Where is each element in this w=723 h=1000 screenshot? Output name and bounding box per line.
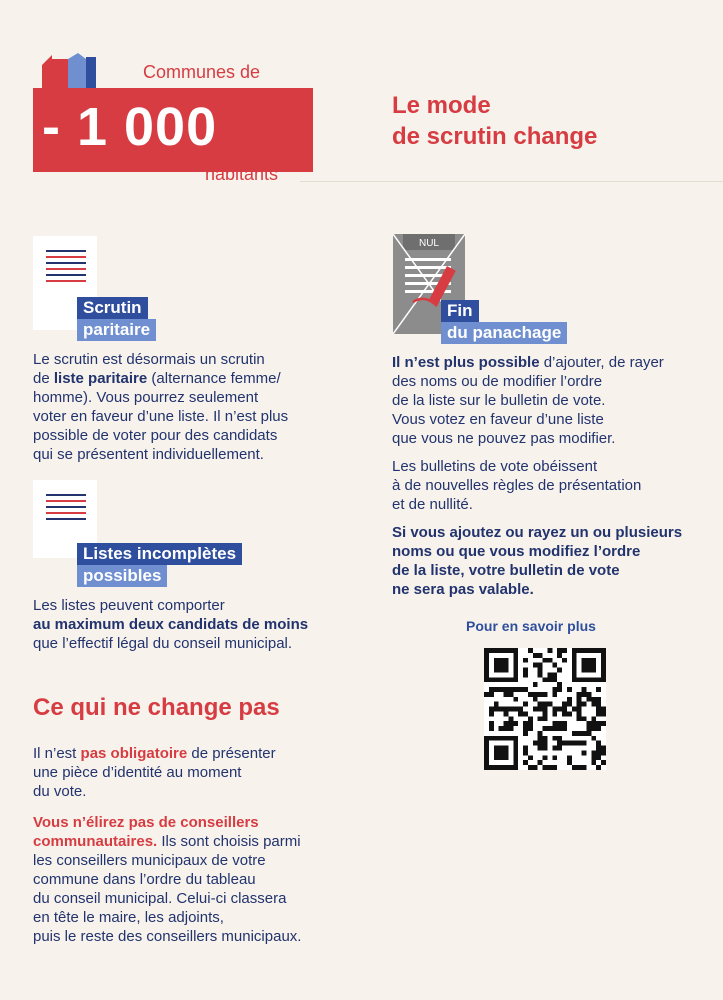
learn-more-label: Pour en savoir plus <box>466 618 596 634</box>
nul-label: NUL <box>418 238 440 249</box>
qr-code[interactable] <box>484 648 606 770</box>
listes-text: Les listes peuvent comporter au maximum deux candidats de moins que l’effectif légal du conseil municipal. <box>33 597 309 652</box>
panachage-tag: Fin du panachage <box>441 300 567 344</box>
page-title: Le mode de scrutin change <box>392 92 598 150</box>
unchanged-text: Il n’est pas obligatoire de présenter une pièce d’identité au moment du vote. Vous n’élirez pas de conseillers communautaires. Ils sont choisis parmi les conseillers municipaux de votre commune dans l’ordre du tableau du conseil municipal. Celui-ci classera en tête le maire, les adjoints, puis le reste des conseillers municipaux. <box>33 745 302 945</box>
unchanged-title: Ce qui ne change pas <box>33 694 280 721</box>
kicker-top: Communes de <box>143 62 261 82</box>
panachage-text: Il n’est plus possible d’ajouter, de rayer des noms ou de modifier l’ordre de la liste sur le bulletin de vote. Vous votez en faveur d’une liste que vous ne pouvez pas modifier. Les bulletins de vote obéissent à de nouvelles règles de présentation et de nullité. Si vous ajoutez ou rayez un ou plusieurs noms ou que vous modifiez l’ordre de la liste, votre bulletin de vote ne sera pas valable. <box>392 354 683 598</box>
listes-tag: Listes incomplètes possibles <box>77 543 242 587</box>
scrutin-text: Le scrutin est désormais un scrutin de liste paritaire (alternance femme/ homme). Vous pourrez seulement voter en faveur d’une liste. Il n’est plus possible de voter pour des candidats qui se présentent individuellement. <box>33 351 289 463</box>
header-divider <box>300 181 723 182</box>
house-icon <box>38 53 98 93</box>
population-number: - 1 000 <box>42 97 218 157</box>
kicker-bottom: habitants <box>205 164 279 184</box>
scrutin-tag: Scrutin paritaire <box>77 297 156 341</box>
